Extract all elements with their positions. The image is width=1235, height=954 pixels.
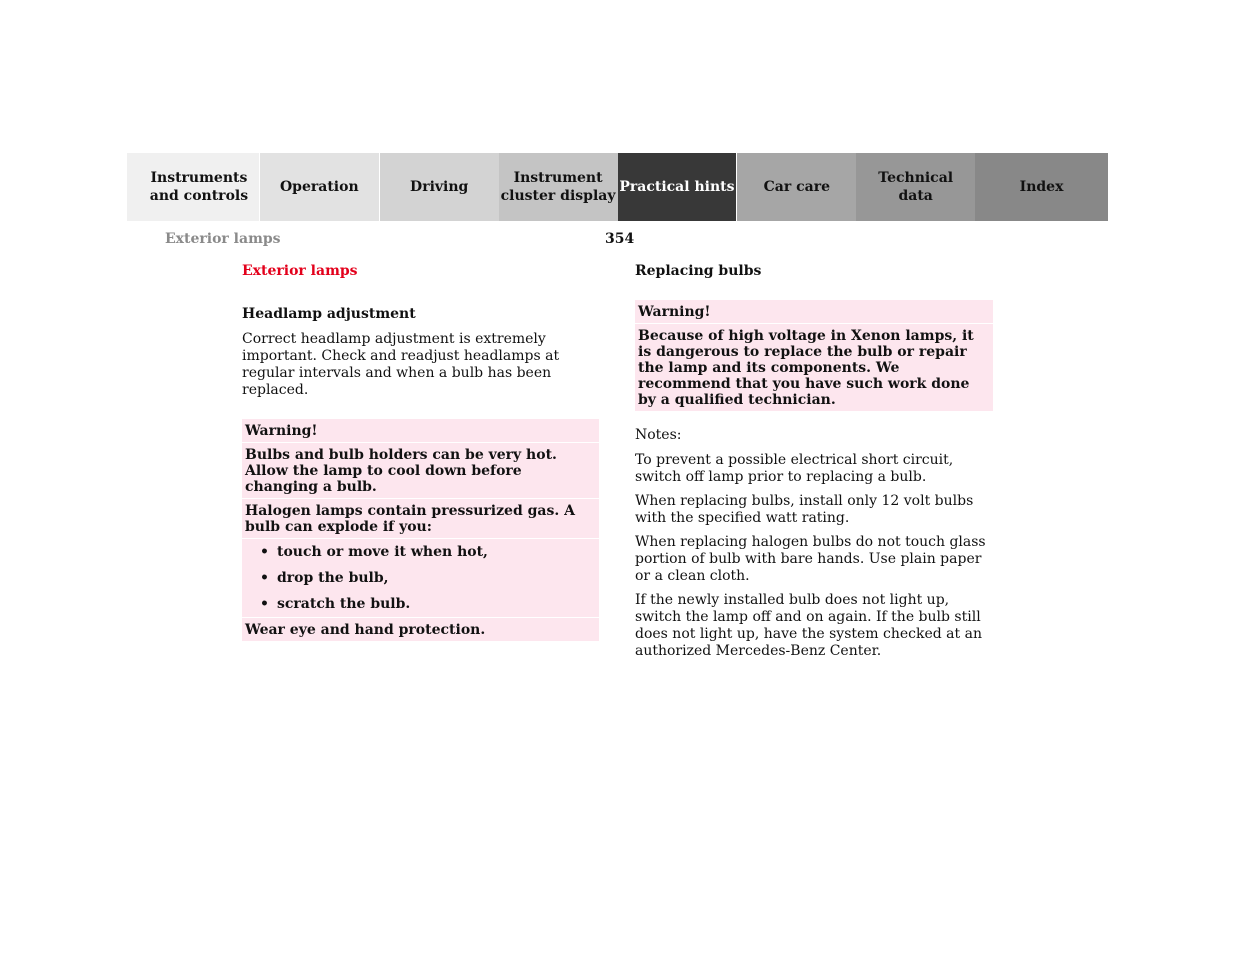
page-number: 354 <box>605 231 635 247</box>
tab-label: Index <box>1019 179 1064 195</box>
tab-car-care[interactable] <box>737 153 856 221</box>
list-item: • touch or move it when hot, <box>245 539 596 565</box>
warning-heading: Warning! <box>638 304 711 320</box>
section-label: Exterior lamps <box>165 231 281 247</box>
replacing-bulbs-heading: Replacing bulbs <box>635 263 762 279</box>
tab-practical-hints[interactable] <box>618 153 737 221</box>
warning-text-hot: Bulbs and bulb holders can be very hot. Allow the lamp to cool down before changing a bulb. <box>242 442 599 498</box>
tab-label: Instrument cluster display <box>500 170 616 204</box>
note-item: When replacing bulbs, install only 12 volt bulbs with the specified watt rating. <box>635 493 974 526</box>
warning-bullet-list <box>242 538 599 617</box>
list-item: • drop the bulb, <box>245 565 596 591</box>
tab-technical-data[interactable] <box>856 153 975 221</box>
page-title: Exterior lamps <box>242 263 358 279</box>
warning-footer: Wear eye and hand protection. <box>242 617 599 641</box>
note-item: When replacing halogen bulbs do not touch glass portion of bulb with bare hands. Use plain paper or a clean cloth. <box>635 534 986 584</box>
note-item: If the newly installed bulb does not light up, switch the lamp off and on again. If the bulb still does not light up, have the system checked at an authorized Mercedes-Benz Center. <box>635 592 982 659</box>
warning-text-pressurized: Halogen lamps contain pressurized gas. A bulb can explode if you: <box>242 498 599 538</box>
tab-instrument-cluster-display[interactable] <box>499 153 618 221</box>
notes-label: Notes: <box>635 427 682 443</box>
left-column <box>242 262 599 641</box>
tab-operation[interactable] <box>260 153 379 221</box>
warning-text-xenon: Because of high voltage in Xenon lamps, it is dangerous to replace the bulb or repair the lamp and its components. We recommend that you have such work done by a qualified technician. <box>635 323 993 411</box>
tab-instruments-and-controls[interactable] <box>127 153 259 221</box>
tab-label: Driving <box>410 179 469 195</box>
warning-box-hot-bulbs <box>242 419 599 641</box>
tab-label: Operation <box>279 179 359 195</box>
headlamp-adjustment-heading: Headlamp adjustment <box>242 306 416 322</box>
chapter-tab-bar <box>127 153 1108 221</box>
tab-label: Practical hints <box>619 179 735 195</box>
tab-label: Instruments and controls <box>149 170 249 204</box>
warning-box-xenon <box>635 300 993 411</box>
warning-heading: Warning! <box>245 423 318 439</box>
tab-driving[interactable] <box>380 153 499 221</box>
tab-label: Car care <box>763 179 830 195</box>
list-item: • scratch the bulb. <box>245 591 596 617</box>
tab-label: Technical data <box>878 170 954 204</box>
note-item: To prevent a possible electrical short circuit, switch off lamp prior to replacing a bulb. <box>635 452 954 485</box>
headlamp-adjustment-text: Correct headlamp adjustment is extremely important. Check and readjust headlamps at regular intervals and when a bulb has been replaced. <box>242 331 560 398</box>
tab-index[interactable] <box>975 153 1108 221</box>
right-column <box>635 262 993 660</box>
